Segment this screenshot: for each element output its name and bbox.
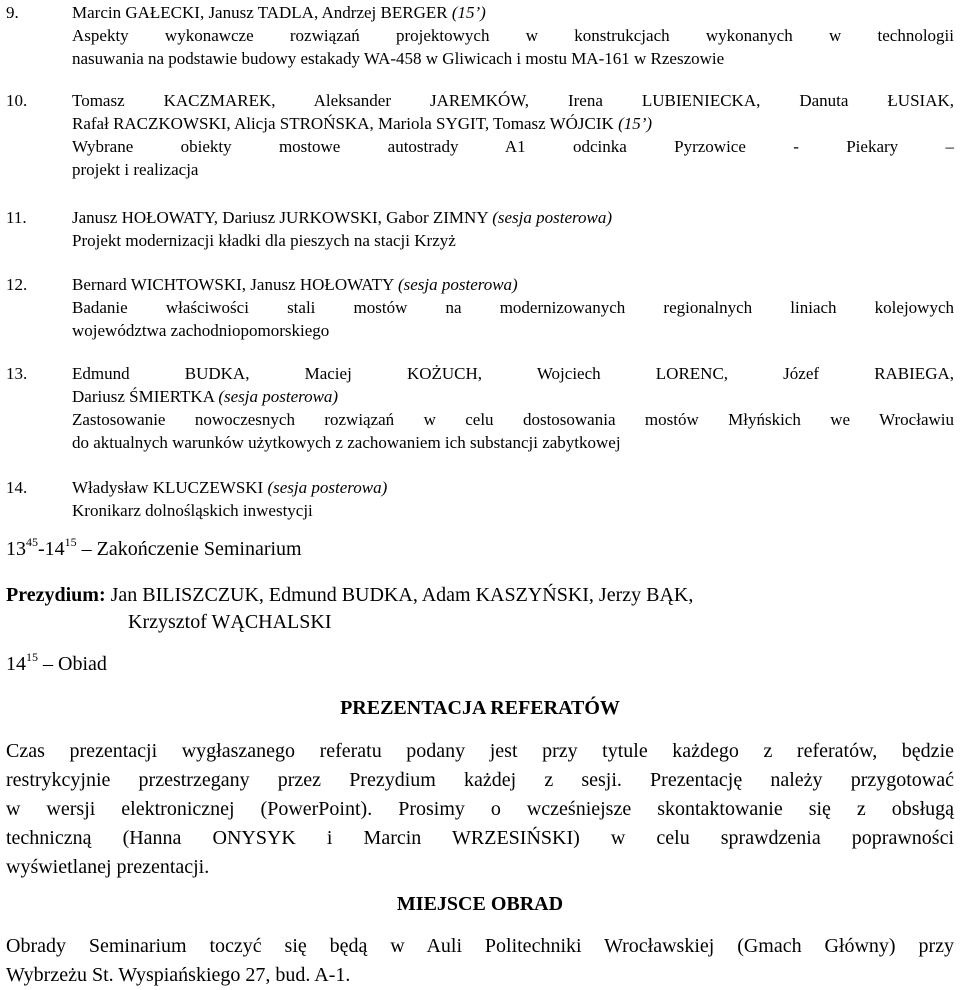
program-item (0, 206, 960, 252)
presidium-label: Prezydium: (6, 584, 106, 606)
item-title-line: do aktualnych warunków użytkowych z zachowaniem ich substancji zabytkowej (72, 433, 621, 452)
closing-end-minute: 15 (64, 535, 77, 550)
item-title-line: Kronikarz dolnośląskich inwestycji (72, 501, 313, 520)
item-duration: (15’) (618, 114, 653, 133)
item-number: 10. (6, 91, 28, 110)
closing-label: Zakończenie Seminarium (96, 538, 302, 560)
dinner-dash: – (43, 653, 53, 675)
closing-start-hour: 13 (6, 538, 26, 560)
closing-end-hour: 14 (44, 538, 65, 560)
item-title-line: Wybrane obiekty mostowe autostrady A1 odcinka Pyrzowice - Piekary – (72, 137, 954, 156)
time-separator: - (38, 538, 45, 560)
item-title-line: projekt i realizacja (72, 160, 199, 179)
item-title-line: Aspekty wykonawcze rozwiązań projektowych w konstrukcjach wykonanych w technologii (72, 26, 954, 45)
item-authors-line (72, 112, 954, 135)
program-item (0, 362, 960, 454)
dinner-line (6, 651, 107, 677)
item-title-line: Zastosowanie nowoczesnych rozwiązań w celu dostosowania mostów Młyńskich we Wrocławiu (72, 410, 954, 429)
item-authors: Dariusz ŚMIERTKA (72, 387, 215, 406)
item-title-line: województwa zachodniopomorskiego (72, 321, 330, 340)
item-number: 9. (6, 3, 19, 22)
item-title-line: Projekt modernizacji kładki dla pieszych na stacji Krzyż (72, 231, 456, 250)
item-title-line: nasuwania na podstawie budowy estakady WA-458 w Gliwicach i mostu MA-161 w Rzeszowie (72, 49, 725, 68)
item-authors: Bernard WICHTOWSKI, Janusz HOŁOWATY (72, 275, 394, 294)
item-session: (sesja posterowa) (492, 208, 612, 227)
program-item (0, 273, 960, 342)
program-item (0, 1, 960, 70)
item-authors-line (72, 476, 954, 499)
paragraph-line: w wersji elektronicznej (PowerPoint). Prosimy o wcześniejsze skontaktowanie się z obsługą (6, 798, 954, 820)
item-session: (sesja posterowa) (218, 387, 339, 406)
paragraph-line: wyświetlanej prezentacji. (6, 856, 210, 878)
item-session: (sesja posterowa) (397, 275, 518, 294)
item-authors-line: Edmund BUDKA, Maciej KOŻUCH, Wojciech LORENC, Józef RABIEGA, (72, 364, 954, 383)
presentation-paragraph (6, 737, 954, 882)
presidium-members-line: Jan BILISZCZUK, Edmund BUDKA, Adam KASZYŃSKI, Jerzy BĄK, (110, 584, 694, 606)
program-item (0, 89, 960, 181)
section-heading-presentation: PREZENTACJA REFERATÓW (340, 697, 620, 719)
item-title-line: Badanie właściwości stali mostów na modernizowanych regionalnych liniach kolejowych (72, 298, 954, 317)
presidium-members-line: Krzysztof WĄCHALSKI (128, 611, 332, 633)
section-heading-venue: MIEJSCE OBRAD (396, 893, 564, 915)
item-number: 14. (6, 478, 28, 497)
item-authors-line (72, 1, 954, 24)
item-number: 12. (6, 275, 28, 294)
item-duration: (15’) (451, 3, 486, 22)
closing-start-minute: 45 (26, 535, 38, 550)
paragraph-line: restrykcyjnie przestrzegany przez Prezydium każdej z sesji. Prezentację należy przygotować (6, 769, 954, 791)
item-number: 13. (6, 364, 28, 383)
item-authors: Władysław KLUCZEWSKI (72, 478, 264, 497)
dinner-label: Obiad (58, 653, 107, 675)
closing-session-line (6, 536, 302, 562)
closing-dash: – (81, 538, 92, 560)
item-authors-line (72, 273, 954, 296)
paragraph-line: Obrady Seminarium toczyć się będą w Auli Politechniki Wrocławskiej (Gmach Główny) przy (6, 935, 954, 957)
item-number: 11. (6, 208, 27, 227)
item-authors: Janusz HOŁOWATY, Dariusz JURKOWSKI, Gabor ZIMNY (72, 208, 488, 227)
dinner-minute: 15 (26, 650, 38, 665)
item-session: (sesja posterowa) (267, 478, 388, 497)
item-authors-line (72, 385, 954, 408)
paragraph-line: techniczną (Hanna ONYSYK i Marcin WRZESIŃSKI) w celu sprawdzenia poprawności (6, 827, 954, 849)
program-item (0, 476, 960, 522)
item-authors: Marcin GAŁECKI, Janusz TADLA, Andrzej BERGER (72, 3, 448, 22)
presidium-line (6, 582, 693, 608)
item-authors-line: Tomasz KACZMAREK, Aleksander JAREMKÓW, Irena LUBIENIECKA, Danuta ŁUSIAK, (72, 91, 954, 110)
dinner-hour: 14 (6, 653, 26, 675)
venue-paragraph (6, 932, 954, 990)
paragraph-line: Czas prezentacji wygłaszanego referatu podany jest przy tytule każdego z referatów, będzie (6, 740, 954, 762)
item-authors-line (72, 206, 954, 229)
paragraph-line: Wybrzeżu St. Wyspiańskiego 27, bud. A-1. (6, 964, 351, 986)
item-authors: Rafał RACZKOWSKI, Alicja STROŃSKA, Mariola SYGIT, Tomasz WÓJCIK (72, 114, 614, 133)
